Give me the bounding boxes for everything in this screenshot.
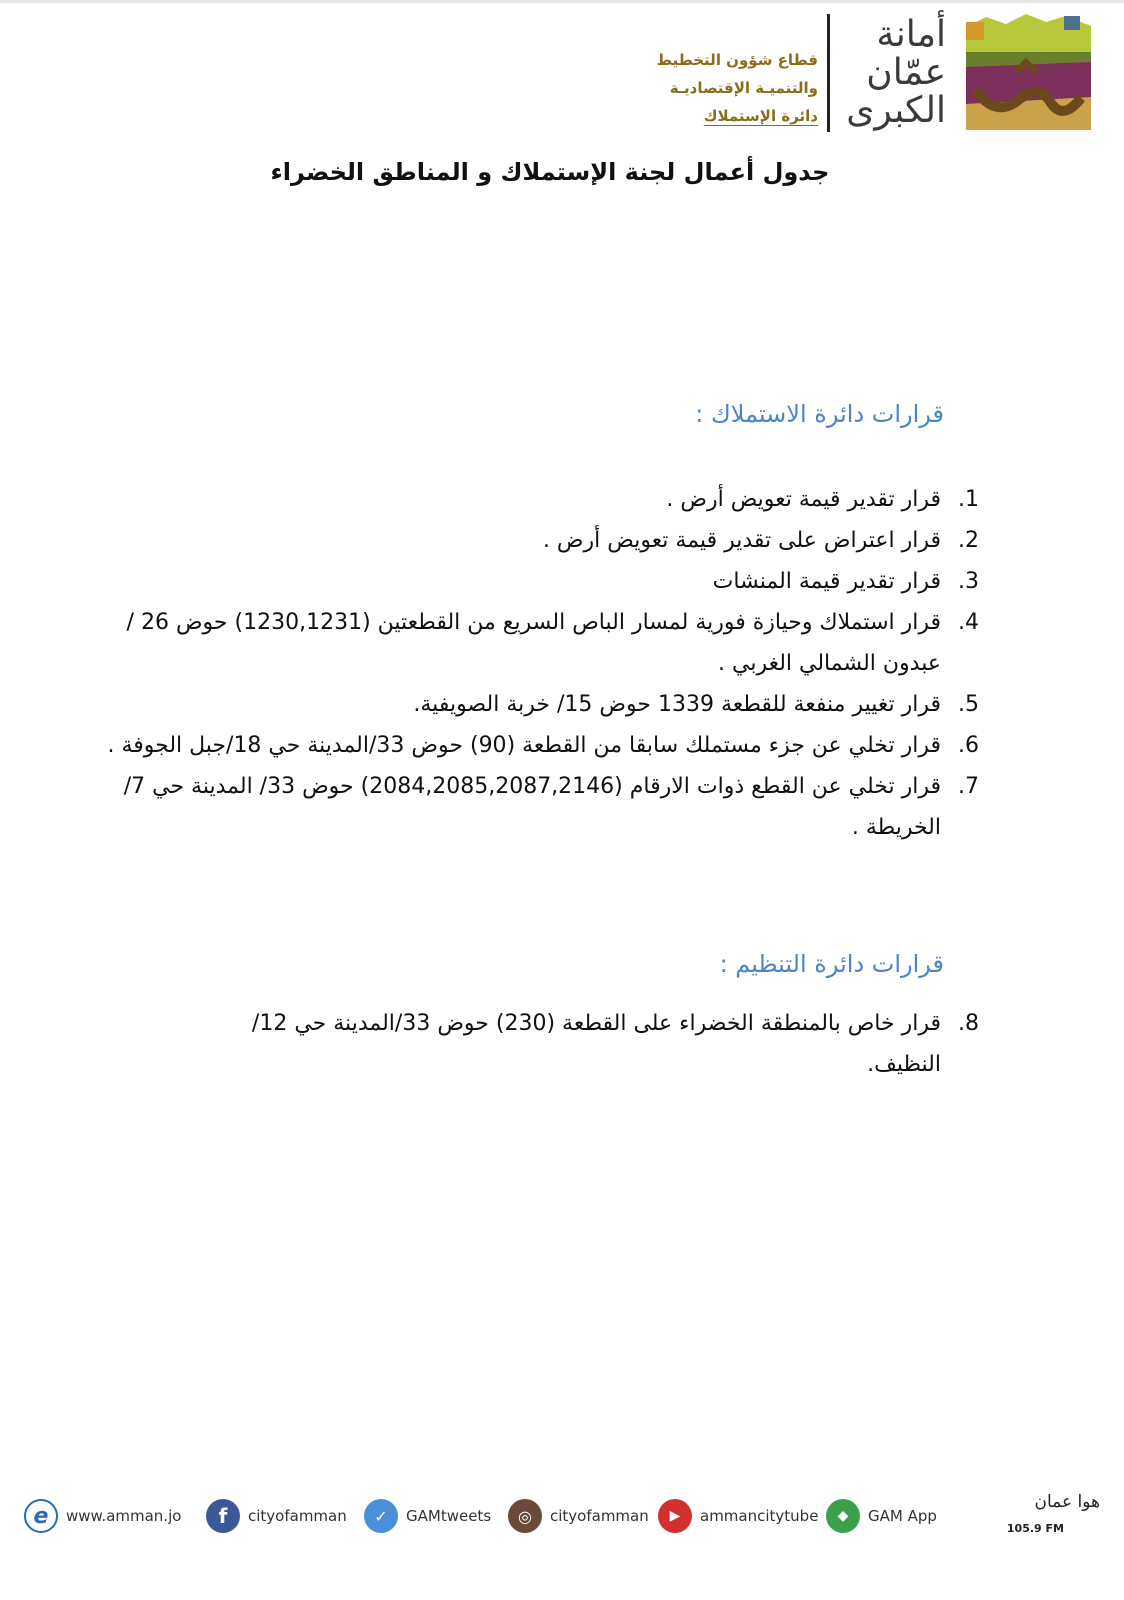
footer-link-label: ammancitytube [700, 1507, 819, 1525]
sector-block [618, 46, 818, 130]
list-item [89, 561, 979, 602]
footer-link-facebook[interactable] [206, 1498, 347, 1534]
item-text: قرار تخلي عن جزء مستملك سابقا من القطعة (90) حوض 33/المدينة حي 18/جبل الجوفة . [107, 733, 941, 758]
letterhead [616, 12, 1096, 137]
item-number: 5. [958, 692, 979, 717]
list-item [89, 766, 979, 848]
section-heading-acquisition: قرارات دائرة الاستملاك : [695, 400, 944, 428]
twitter-icon: ✓ [364, 1499, 398, 1533]
logo-line-2: عمّان [866, 52, 946, 93]
footer-link-youtube[interactable] [658, 1498, 818, 1534]
item-text: قرار تقدير قيمة المنشات [712, 569, 941, 594]
logo-line-3: الكبرى [846, 90, 946, 131]
footer-link-label: cityofamman [550, 1507, 649, 1525]
planning-decisions-list [179, 1003, 979, 1085]
radio-frequency: 105.9 FM [1006, 1522, 1064, 1535]
acquisition-decisions-list [89, 479, 979, 848]
radio-logo [1000, 1492, 1100, 1540]
item-number: 1. [958, 487, 979, 512]
item-number: 2. [958, 528, 979, 553]
item-number: 3. [958, 569, 979, 594]
footer-link-label: GAMtweets [406, 1507, 492, 1525]
footer-link-label: GAM App [868, 1507, 937, 1525]
facebook-icon: f [206, 1499, 240, 1533]
list-item [89, 479, 979, 520]
list-item [89, 602, 979, 684]
logo-wordmark [836, 16, 946, 130]
sector-line-2: والتنميـة الإقتصاديـة [669, 79, 818, 97]
amman-logo-icon [946, 12, 1096, 137]
footer-link-twitter[interactable] [364, 1498, 491, 1534]
item-number: 4. [958, 610, 979, 635]
item-number: 7. [958, 774, 979, 799]
footer-link-label: cityofamman [248, 1507, 347, 1525]
document-title: جدول أعمال لجنة الإستملاك و المناطق الخضراء [270, 158, 830, 186]
youtube-icon: ▶ [658, 1499, 692, 1533]
section-heading-planning: قرارات دائرة التنظيم : [719, 950, 944, 978]
android-icon: ◆ [826, 1499, 860, 1533]
item-text: قرار اعتراض على تقدير قيمة تعويض أرض . [542, 528, 941, 553]
item-text: قرار تقدير قيمة تعويض أرض . [666, 487, 941, 512]
item-text: قرار تخلي عن القطع ذوات الارقام (2084,2085,2087,2146) حوض 33/ المدينة حي 7/الخريطة . [123, 774, 941, 840]
item-text: قرار استملاك وحيازة فورية لمسار الباص السريع من القطعتين (1230,1231) حوض 26 /عبدون الشمالي الغربي . [126, 610, 941, 676]
footer-social-bar [24, 1490, 1100, 1540]
top-border [0, 0, 1124, 3]
item-text: قرار تغيير منفعة للقطعة 1339 حوض 15/ خربة الصويفية. [413, 692, 941, 717]
logo-line-1: أمانة [876, 14, 946, 55]
footer-link-instagram[interactable] [508, 1498, 649, 1534]
department-name: دائرة الإستملاك [703, 107, 818, 125]
document-title-wrap [0, 158, 1124, 186]
item-text: قرار خاص بالمنطقة الخضراء على القطعة (230) حوض 33/المدينة حي 12/النظيف. [251, 1011, 941, 1077]
internet-explorer-icon: e [24, 1499, 58, 1533]
item-number: 8. [958, 1011, 979, 1036]
list-item [179, 1003, 979, 1085]
radio-name: هوا عمان [1034, 1492, 1100, 1512]
sector-line-1: قطاع شؤون التخطيط [656, 51, 818, 69]
list-item [89, 520, 979, 561]
item-number: 6. [958, 733, 979, 758]
footer-link-app[interactable] [826, 1498, 937, 1534]
list-item [89, 725, 979, 766]
instagram-icon: ◎ [508, 1499, 542, 1533]
footer-link-website[interactable] [24, 1498, 181, 1534]
footer-link-label: www.amman.jo [66, 1507, 182, 1525]
header-divider [827, 14, 830, 132]
list-item [89, 684, 979, 725]
